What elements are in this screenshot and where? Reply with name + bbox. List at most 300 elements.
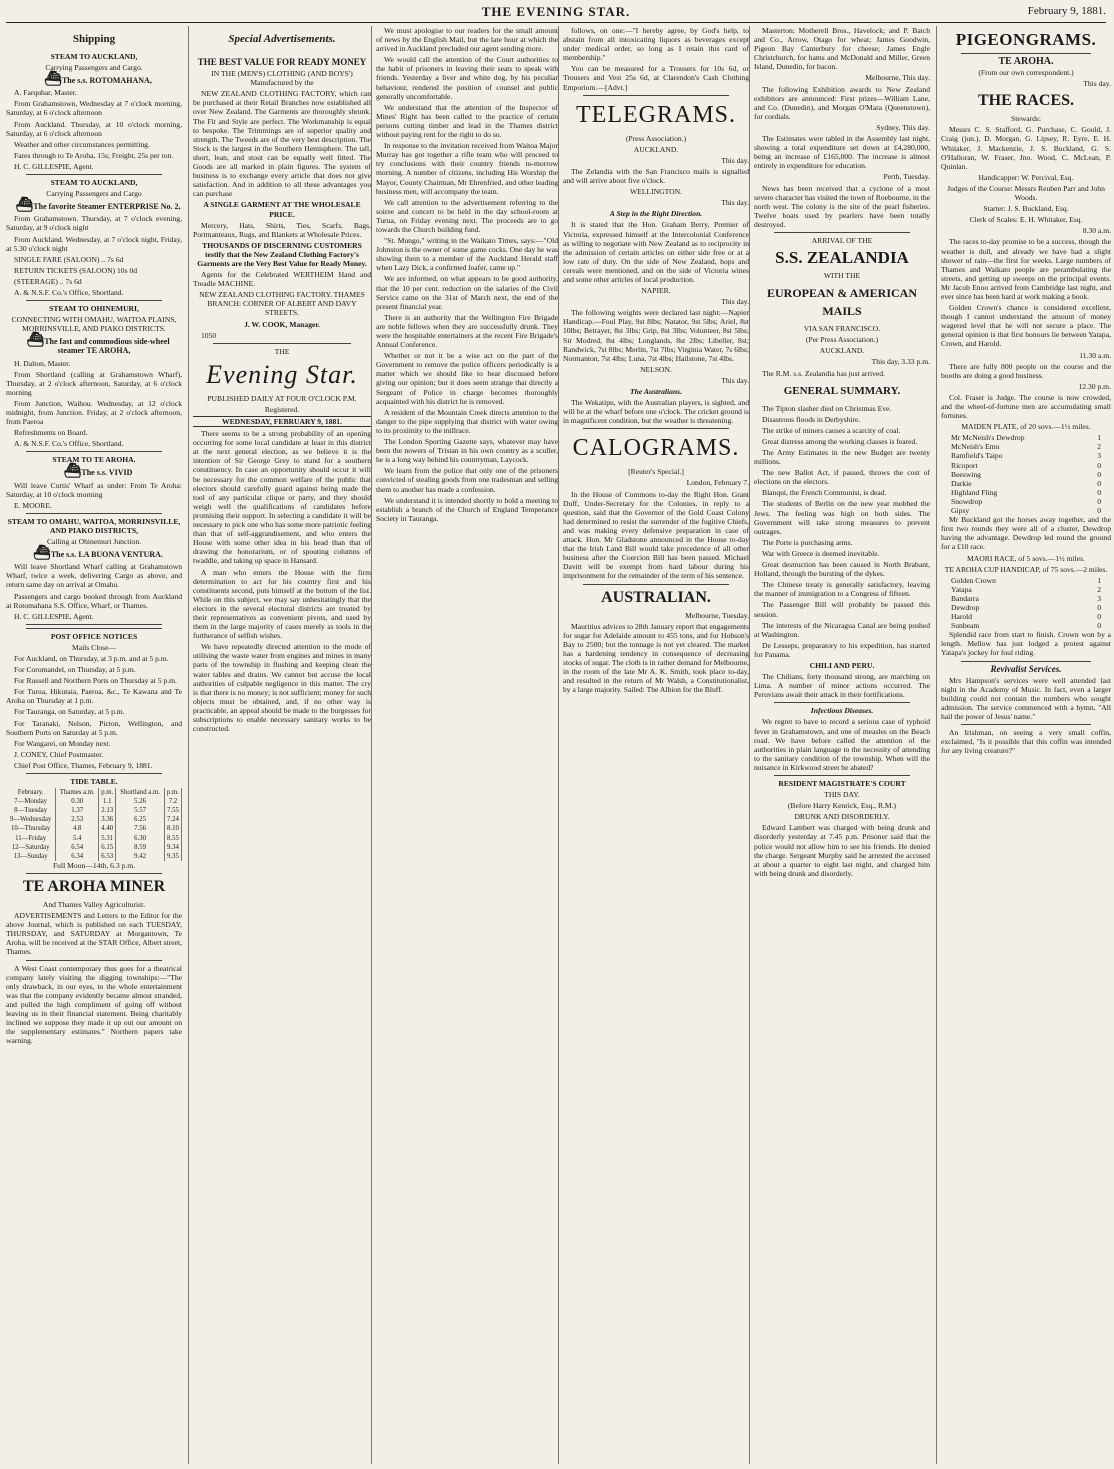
ship-ad-title: STEAM TO AUCKLAND, [50, 178, 138, 188]
ship-ad-vessel [6, 198, 182, 214]
ship-ad-line: From Auckland. Thursday, at 10 o'clock morning, Saturday, at 6 o'clock afternoon [6, 119, 182, 138]
summary-item: The strike of miners causes a scarcity of coal. [762, 425, 901, 435]
placing: 0 [1097, 612, 1101, 622]
ship-ad-title: STEAM TO AUCKLAND, [50, 52, 138, 61]
time-stamp: 8.30 a.m. [1082, 226, 1111, 236]
rm-court-day: THIS DAY. [824, 790, 860, 800]
post-office-line: For Tauranga, on Saturday, at 5 p.m. [14, 707, 125, 717]
placing: 3 [1097, 593, 1101, 603]
calograms-place: London, February 7. [686, 478, 749, 488]
maori-race-heading: MAORI RACE, of 5 sovs.—1½ miles. [967, 553, 1085, 563]
divider [26, 513, 162, 514]
melbourne-text: The following Exhibition awards to New Zealand exhibitors are announced: First prizes—William Lane, and Co. (Dunedin), and Morgan O'Mara (Queenstown), for cordials. [754, 84, 930, 121]
telegram-sections [563, 145, 749, 426]
time-stamp: 12.30 p.m. [1078, 381, 1111, 391]
top-text: Masterton; Motherell Bros., Havelock; and P. Batch and Co., Arrow, Otago for wheat; James Goodwin, Pigeon Bay Canterbury for cheese; James Engle Christchurch, for hams and McDonald and Miller, Green Island, Dunedin, for bacon. [754, 26, 930, 72]
news-paragraph: We call attention to the advertisement referring to the soiree and concert to be held in the day school-room at Turua, on Friday evening next. The proceeds are to go towards the Church building fund. [376, 197, 558, 234]
ship-ad-sub: CONNECTING WITH OMAHU, WAITOA PLAINS, MORRINSVILLE, AND PIAKO DISTRICTS. [11, 315, 177, 334]
news-paragraph: We understand that the attention of the Inspector of Mines' Right has been called to the practice of certain persons cutting timber and lead in the Thames district without paying rent for the right to do so. [376, 102, 558, 140]
editorial-paragraph: We have repeatedly directed attention to the mode of utilising the waste water from engines and mines in many parts of the township in flushing and keeping clean the water tables and drains. We cannot but accuse the local authorities of culpable negligence in this matter. The cry is that there is no money; is not sufficient; money for such objects must be obtained, and, if no other way is practicable, an appeal should be made to the burgesses for subscriptions to enable necessary sanitary works to be constructed. [193, 642, 371, 734]
arrival-label: ARRIVAL OF THE [811, 235, 873, 245]
cup-heading: TE AROHA CUP HANDICAP, of 75 sovs.—2 miles. [944, 564, 1108, 574]
miner-title: TE AROHA MINER [22, 877, 166, 895]
tide-cell: 10—Thursday [6, 824, 56, 833]
press-association: (Per Press Association.) [805, 335, 879, 345]
telegram-text: The Wekatipu, with the Australian players, is sighted, and will be at the wharf before one o'clock. The cricket ground is in magnificent condition, but the weather is threatening. [563, 398, 749, 426]
race-result-row [941, 470, 1111, 479]
tide-header-cell: Thames a.m. [56, 788, 99, 797]
stewards-heading: Stewards: [1011, 114, 1041, 124]
ship-ad-line: E. MOORE. [14, 500, 52, 510]
horse-name: Ricoport [951, 460, 978, 470]
tide-cell: 9.42 [116, 852, 165, 861]
telegram-time: This day. [721, 375, 749, 385]
post-office-line: For Auckland, on Thursday, at 3 p.m. and at 5 p.m. [14, 653, 169, 663]
summary-item: The Passenger Bill will probably be passed this session. [754, 600, 930, 619]
tide-cell: 6.53 [99, 852, 116, 861]
post-office-line: For Taranaki, Nelson, Picton, Wellington, and Southern Ports on Saturday at 5 p.m. [6, 718, 182, 737]
star-the: THE [274, 346, 290, 356]
perth-dateline: Perth, Tuesday. [883, 172, 930, 182]
ship-ad-line: (STEERAGE) .. 7s 6d [14, 276, 82, 286]
shipping-ads [6, 52, 182, 625]
ship-ad-sub: Carrying Passengers and Cargo [46, 189, 142, 199]
maiden-plate-results [941, 433, 1111, 515]
ad-body: NEW ZEALAND CLOTHING FACTORY, which can be purchased at their Retail Branches now established all over New Zealand. The Garments are thoroughly shrunk. The Fit and Style are perfect. The Workmanship is equal to bespoke. The Trimmings are of superior quality and strength. The Tweeds are of the very best description. The Stock is the largest in the Southern Hemisphere. The tall, short, lean, and stout can be equally well fitted. The Goods are all marked in plain figures. The system of business is to exchange every article that does not give satisfaction. And in addition to all these advantages you can purchase [193, 89, 371, 199]
horse-name: Dewdrop [951, 602, 980, 612]
news-paragraph: A resident of the Mountain Creek directs attention to the danger to the pipe supplying that district with water owing to its proximity to the millrace. [376, 407, 558, 435]
pigeongrams-title: PIGEONGRAMS. [955, 30, 1097, 49]
post-office-line: For Wangarei, on Monday next. [14, 738, 111, 748]
ship-ad-line: A. Farquhar, Master. [14, 88, 77, 98]
ship-ad-line: H. Dalton, Master. [14, 358, 71, 368]
ship-ad-line: Refreshments on Board. [14, 428, 88, 438]
telegram-text: It is stated that the Hon. Graham Berry, Premier of Victoria, expressed himself at the Intercolonial Conference as willing to negotiate with New Zealand as to reciprocity in the admission of certain articles on either side free or at a low rate of duty. On the side of New Zealand, hops and cereals were mentioned, and on the side of Victoria wines and some other articles of local production. [563, 220, 749, 284]
placing: 0 [1097, 496, 1101, 506]
ship-ad-title: STEAM TO TE AROHA. [52, 455, 136, 465]
placing: 0 [1097, 506, 1101, 516]
column-local-news [371, 26, 562, 1464]
infectious-diseases-heading: Infectious Diseases. [810, 706, 874, 716]
starter: Starter: J. S. Buckland, Esq. [983, 204, 1069, 214]
tide-cell: 4.40 [99, 824, 116, 833]
news-paragraph: We learn from the police that only one of the prisoners convicted of stealing goods from one tradesman and selling them to another has made a confession. [376, 466, 558, 494]
divider [583, 95, 729, 96]
race-result-row [941, 479, 1111, 488]
vessel-name: The s.s. LA BUONA VENTURA. [50, 550, 163, 560]
telegrams-title: TELEGRAMS. [576, 101, 736, 128]
horse-name: Ramfield's Taipo [951, 451, 1003, 461]
post-office-line: For Turua, Hikutaia, Paeroa, &c., Te Kawana and Te Aroha on Thursday at 1 p.m. [6, 687, 182, 706]
summary-item: De Lesseps, preparatory to his expedition, has started for Panama. [754, 640, 930, 659]
rm-court-case: DRUNK AND DISORDERLY. [794, 812, 890, 822]
via-san-francisco: VIA SAN FRANCISCO. [803, 324, 881, 334]
summary-item: The Chinese treaty is generally satisfactory, leaving the manner of immigration to a Congress of fifteen. [754, 580, 930, 599]
tide-cell: 5.4 [56, 834, 99, 843]
tide-header-cell: Shortland a.m. [116, 788, 165, 797]
placing: 0 [1097, 478, 1101, 488]
pigeongrams-from: (From our own correspondent.) [978, 68, 1074, 78]
telegram-place: AUCKLAND. [633, 144, 679, 154]
race-result-row [941, 621, 1111, 630]
issue-date: February 9, 1881. [1027, 5, 1106, 17]
ad-single-garment: A SINGLE GARMENT AT THE WHOLESALE PRICE. [203, 200, 361, 219]
tide-cell: 6.54 [56, 843, 99, 852]
cup-results [941, 576, 1111, 631]
summary-item: The Tipton slasher died on Christmas Eve. [762, 403, 892, 413]
general-summary-items [754, 404, 930, 659]
divider [26, 451, 162, 452]
telegram-text: The Zelandia with the San Francisco mails is signalled and will arrive about five o'clock. [563, 166, 749, 186]
summary-item: War with Greece is deemed inevitable. [762, 548, 880, 558]
steamship-icon: ⛴ [44, 72, 62, 88]
pigeongrams-place: TE AROHA. [998, 56, 1054, 67]
ship-ad-line: From Grahamstown. Thursday, at 7 o'clock evening, Saturday, at 9 o'clock night [6, 214, 182, 233]
race-result-row [941, 506, 1111, 515]
ship-ad-line: Fares through to Te Aroha, 15s; Freight, 25s per ton. [14, 150, 174, 160]
placing: 2 [1097, 442, 1101, 452]
infectious-diseases-text: We regret to have to record a serious case of typhoid fever in Grahamstown, and one of measles on the Beach road. We have before called the attention of the authorities in plain language to the necessity of attending to the sanitary condition of the township. When will the nuisance in Kirkwood street be abated? [754, 717, 930, 772]
ship-ad-line: Weather and other circumstances permitting. [14, 139, 150, 149]
australian-title: AUSTRALIAN. [601, 588, 711, 606]
general-summary-title: GENERAL SUMMARY. [783, 384, 901, 397]
rm-court-heading: RESIDENT MAGISTRATE'S COURT [778, 779, 906, 788]
races-paragraph: The races to-day promise to be a success, though the weather is dull, and already we have had a slight shower of rain—the first for weeks. Large numbers of Thames and Waikato people are perambulating the streets, and getting up sweeps on the principal events. Mr Jacob Enoo arrived from Cambridge last night, and ever since has been hard at work making a book. [941, 237, 1111, 301]
horse-name: Gipsy [951, 506, 970, 516]
race-result-row [941, 451, 1111, 460]
news-paragraph: We are informed, on what appears to be good authority, that the 10 per cent. reduction on the salaries of the Civil Service came on the 31st of March next, the end of the present financial year. [376, 274, 558, 311]
post-office-line: For Coromandel, on Thursday, at 5 p.m. [14, 665, 136, 675]
editorial [193, 429, 371, 733]
horse-name: Snowdrop [951, 496, 983, 506]
news-paragraph: We understand it is intended shortly to hold a meeting to establish a branch of the Church of England Temperance Society in Tauranga. [376, 495, 558, 523]
post-office-lines [6, 654, 182, 770]
ship-ad-line: H. C. GILLESPIE, Agent. [14, 161, 94, 171]
steamship-icon: ⛴ [33, 546, 51, 562]
race-result-row [941, 488, 1111, 497]
ship-ad-line: SINGLE FARE (SALOON) .. 7s 6d [14, 254, 124, 264]
races-paragraph: Splendid race from start to finish. Crown won by a length. Mellow has just lodged a protest against Yatapa's jockey for foul riding. [941, 630, 1111, 658]
telegram-time: This day. [721, 297, 749, 307]
tide-cell: 3.36 [99, 815, 116, 824]
tide-cell: 5.26 [116, 797, 165, 806]
tide-cell: 1.1 [99, 797, 116, 806]
race-result-row [941, 442, 1111, 451]
tide-cell: 7.24 [164, 815, 181, 824]
tide-cell: 4.8 [56, 824, 99, 833]
races-paragraph: Golden Crown's chance is considered excellent, though I cannot understand the amount of money wagered level that he will not secure a place. The general opinion is that first honours lie between Yatapa, Crown, and Harold. [941, 303, 1111, 349]
with-the: WITH THE [823, 271, 861, 281]
news-paragraph: In response to the invitation received from Waitoa Major Murray has got together a rifle team who will proceed to try conclusions with their country friends to-morrow morning. A number of citizens, including His Worship the Mayor, County Chairman, Mr Ehrenfried, and other leading business men, will accompany the team. [376, 141, 558, 196]
auckland-time: This day, 3.33 p.m. [871, 357, 930, 367]
telegram-subhead: A Step in the Right Direction. [609, 209, 703, 219]
revivalist-heading: Revivalist Services. [990, 663, 1062, 674]
divider [961, 724, 1091, 725]
divider [774, 232, 910, 233]
pigeongrams-day: This day. [1083, 79, 1111, 89]
news-paragraph: There is an authority that the Wellington Fire Brigade are noble fellows when they are successfully drunk. They were the hospitable entertainers at the recent Fire Brigade's Annual Conference. [376, 312, 558, 350]
calograms-sub: [Reuter's Special.] [628, 467, 684, 477]
mails-title: EUROPEAN & AMERICAN MAILS [767, 286, 917, 319]
tide-header-cell: p.m. [99, 788, 116, 797]
ship-ad-line: A. & N.S.F. Co.'s Office, Shortland. [14, 439, 124, 449]
judges: Judges of the Course: Messrs Reuben Parr and John Woods. [947, 183, 1105, 203]
ad-mercery: Mercery, Hats, Shirts, Ties, Scarfs, Bags, Portmanteaux, Rugs, and Blankets at Wholesale Prices. [193, 220, 371, 239]
placing: 0 [1097, 602, 1101, 612]
tide-table [6, 788, 182, 861]
horse-name: McNeish's Emu [951, 442, 1000, 452]
summary-item: The students of Berlin on the new year mobbed the Jews. The feeling was high on both sides. The Government will take strong measures to prevent outrages. [754, 499, 930, 536]
divider [26, 773, 162, 774]
divider [774, 702, 910, 703]
ship-ad-line: A. & N.S.F. Co.'s Office, Shortland. [14, 287, 124, 297]
tide-cell: 1.37 [56, 806, 99, 815]
ad-agents: Agents for the Celebrated WERTHEIM Hand and Treadle MACHINE. [193, 270, 371, 289]
ship-ad-vessel [6, 546, 182, 562]
west-coast-paragraph: A West Coast contemporary thus goes for a theatrical company lately visiting the digging townships:—"The only drawback, in our eyes, to the whole entertainment was that the company evidently became almost stranded, and pulled the high compliment of going off without leaving us in their financial statement. Being charitably inclined we suppose they made it up out our amount on the supplementary estimates." Northern papers take warning. [6, 963, 182, 1046]
vessel-name: The favorite Steamer ENTERPRISE No. 2, [33, 202, 181, 212]
race-result-row [941, 576, 1111, 585]
column-telegrams [558, 26, 753, 1464]
column-top-paragraphs [563, 26, 749, 92]
ship-ad-line: RETURN TICKETS (SALOON) 10s 0d [14, 265, 138, 275]
placing: 3 [1097, 451, 1101, 461]
masthead [6, 4, 1106, 23]
melbourne-dateline: Melbourne, This day. [865, 73, 930, 83]
tide-cell: 9.34 [164, 843, 181, 852]
ship-ad-line: From Auckland. Wednesday, at 7 o'clock night, Friday, at 5.30 o'clock night [6, 234, 182, 253]
sydney-dateline: Sydney, This day. [876, 122, 930, 132]
handicapper: Handicapper: W. Percival, Esq. [978, 172, 1074, 182]
tide-cell: 11—Friday [6, 834, 56, 843]
tide-cell: 9—Wednesday [6, 815, 56, 824]
ship-ad-title: STEAM TO OMAHU, WAITOA, MORRINSVILLE, AND PIAKO DISTRICTS, [7, 516, 181, 535]
races-paragraph: Col. Fraser is Judge. The course is now crowded, and the wheel-of-fortune men are accumulating small fortunes. [941, 392, 1111, 421]
section-heading-special-ads: Special Advertisements. [228, 33, 336, 45]
tide-cell: 6.25 [116, 815, 165, 824]
tide-header-cell: February. [6, 788, 56, 797]
revivalist-text: Mrs Hampson's services were well attended last night in the Academy of Music. In fact, even a larger building could not contain the numbers who sought admission. The service commenced with a hymn, "All hail the power of Jesus' name." [941, 675, 1111, 721]
shipping-ad [6, 52, 182, 175]
tide-cell: 8.55 [164, 834, 181, 843]
divider [961, 53, 1091, 54]
column-mails [749, 26, 934, 1464]
ship-ad-line: From Shortland (calling at Grahamstown Wharf), Thursday, at 2 o'clock afternoon, Saturday, at 6 o'clock morning [6, 369, 182, 397]
telegram-place: NELSON. [640, 364, 672, 374]
tide-cell: 6.34 [56, 852, 99, 861]
divider [26, 873, 162, 874]
horse-name: Darkie [951, 478, 972, 488]
telegram-time: This day. [721, 198, 749, 208]
ad-subtitle: IN THE (MEN'S) CLOTHING (AND BOYS') Manufactured by the [211, 69, 353, 88]
ship-ad-line: From Junction, Waihou. Wednesday, at 12 o'clock midnight, from Junction. Friday, at 2 o'clock afternoon, from Paeroa [6, 398, 182, 427]
chili-peru-heading: CHILI AND PERU. [809, 660, 875, 670]
race-result-row [941, 594, 1111, 603]
auckland-heading: AUCKLAND. [819, 346, 865, 356]
horse-name: Highland Fling [951, 487, 998, 497]
vessel-name: The s.s. ROTOMAHANA, [61, 76, 152, 86]
edition-date: WEDNESDAY, FEBRUARY 9, 1881. [193, 416, 371, 427]
divider [774, 775, 910, 776]
tide-cell: 2.13 [99, 806, 116, 815]
race-result-row [941, 585, 1111, 594]
ship-ad-line: From Grahamstown, Wednesday at 7 o'clock morning, Saturday, at 6 o'clock afternoon [6, 99, 182, 118]
auckland-text: The R.M. s.s. Zealandia has just arrived. [762, 368, 885, 378]
rm-court-text: Edward Lambert was charged with being drunk and disorderly yesterday at 7.45 p.m. Prisoner said that the police would not allow him to see his friends. He denied the charge. Sergeant Murphy said he arrested the accused at about a quarter to eight last night, and charged him with being drunk and disorderly. [754, 823, 930, 878]
ship-ad-sub: Carrying Passengers and Cargo. [45, 63, 143, 73]
ad-manager: J. W. COOK, Manager. [244, 319, 320, 329]
news-paragraph: Whether or not it be a wise act on the part of the Government to remove the police officers periodically is a matter which we should like to hear discussed before giving our opinion; but it does seem strange that directly a Sergeant of Police in charge becomes thoroughly acquainted with his district he is removed. [376, 351, 558, 406]
table-row [6, 806, 182, 815]
news-paragraph: The London Sporting Gazette says, whatever may have been the nowers of Tristan in his own country as a sculler, he is a long way behind his countryman, Laycock. [376, 437, 558, 465]
placing: 1 [1097, 433, 1101, 443]
zealandia-title: S.S. ZEALANDIA [775, 248, 909, 268]
table-row [6, 797, 182, 806]
tide-cell: 2.53 [56, 815, 99, 824]
ship-ad-vessel [6, 72, 182, 88]
table-row [6, 815, 182, 824]
table-row [6, 852, 182, 861]
tide-cell: 8.59 [116, 843, 165, 852]
post-office-title: POST OFFICE NOTICES [50, 631, 138, 641]
divider [961, 661, 1091, 662]
table-row [6, 834, 182, 843]
ship-ad-line: Will leave Curtis' Wharf as under: From Te Aroha: Saturday, at 10 o'clock morning [6, 480, 182, 499]
telegram-subhead: The Australians. [629, 387, 683, 396]
placing: 0 [1097, 621, 1101, 631]
tide-cell: 5.31 [99, 834, 116, 843]
tide-cell: 7.55 [164, 806, 181, 815]
steamship-icon: ⛴ [26, 333, 45, 349]
ship-ad-line: Passengers and cargo booked through from Auckland at Rotomahana S.S. Office, Wharf, or Thames. [6, 591, 182, 610]
editorial-paragraph: A man who enters the House with the firm determination to act for his country first and his constituents second, puts himself at the bottom of the list. While on this subject, we may say unhesitatingly that the electors in the several electoral districts are treated by their representatives as convenient pivots, and used by them in the large majority of cases merely as tools in the furtherance of selfish wishes. [193, 567, 371, 641]
divider [26, 628, 162, 629]
vessel-name: The fast and commodious side-wheel steamer TE AROHA, [44, 337, 170, 356]
post-office-line: For Russell and Northern Ports on Thursday at 5 p.m. [14, 676, 177, 686]
divider [583, 428, 729, 429]
races-title: THE RACES. [977, 92, 1075, 110]
calograms-title: CALOGRAMS. [572, 435, 740, 462]
race-result-row [941, 433, 1111, 442]
tide-cell: 7—Monday [6, 797, 56, 806]
news-paragraph: follows, on one:—"I hereby agree, by God's help, to abstain from all intoxicating liquors as beverages except under medical order, so long as I retain this card of membership." [563, 26, 749, 63]
tide-cell: 12—Saturday [6, 843, 56, 852]
news-paragraph: You can be measured for a Trousers for 10s 6d, or Trousers and Vest 25s 6d, at Clarendon's Cash Clothing Emporium.—[Advt.] [563, 64, 749, 92]
section-heading-shipping: Shipping [72, 33, 116, 45]
horse-name: Sunbeam [951, 621, 980, 631]
ship-ad-vessel [6, 464, 182, 480]
rm-court-before: (Before Harry Kenrick, Esq., R.M.) [787, 801, 897, 811]
race-result-row [941, 461, 1111, 470]
horse-name: Beeswing [951, 469, 981, 479]
news-paragraph: We would call the attention of the Court authorities to the habit of prisoners in leaving their seats to speak with friends. Yesterday a liver and white dog, by his peculiar behaviour, rendered the position of counsel and public generally uncomfortable. [376, 55, 558, 101]
local-news-paragraphs [376, 26, 558, 523]
tide-footnote: Full Moon—14th, 6.3 p.m. [52, 860, 136, 870]
placing: 0 [1097, 487, 1101, 497]
perth-text: News has been received that a cyclone of a most severe character has visited the town of Roebourne, in the north west. The colony is the site of the pearl fisheries. Twelve boats used by pearlers have been totally destroyed. [754, 183, 930, 229]
summary-item: The interests of the Nicaragua Canal are being pushed at Washington. [754, 620, 930, 639]
summary-item: Disastrous floods in Derbyshire. [762, 414, 861, 424]
horse-name: Bandarra [951, 593, 979, 603]
placing: 2 [1097, 584, 1101, 594]
ship-ad-sub: Calling at Ohinemuri Junction. [46, 537, 142, 547]
news-paragraph: "St. Mungo," writing in the Waikato Times, says:—"Old Johnston is the owner of some game cocks. One day he was showing them to a member of the Auckland Herald staff when Lazy Dick, a confirmed loafer, came up." [376, 236, 558, 273]
summary-item: Great distress among the working classes is feared. [762, 436, 918, 446]
horse-name: Harold [951, 612, 973, 622]
miner-text: ADVERTISEMENTS and Letters to the Editor for the above Journal, which is published on each TUESDAY, THURSDAY, and SATURDAY at Morgantown, Te Aroha, will be received at the STAR Office, Albert street, Thames. [6, 911, 182, 957]
placing: 0 [1097, 460, 1101, 470]
races-paragraph: There are fully 800 people on the course and the booths are doing a good business. [941, 361, 1111, 380]
tide-header-cell: p.m. [164, 788, 181, 797]
horse-name: Mr McNeish's Dewdrop [951, 433, 1025, 443]
shipping-ad [6, 455, 182, 513]
divider [26, 174, 162, 175]
tide-cell: 8—Tuesday [6, 806, 56, 815]
sydney-text: The Estimates were tabled in the Assembly last night, showing a total expenditure set down at £4,280,000, being an increase of £165,000. The increase is almost entirely in expenditure for education. [754, 134, 930, 171]
tide-cell: 7.56 [116, 824, 165, 833]
irishman-paragraph: An Irishman, on seeing a very small coffin, exclaimed, "Is it possible that this coffin was intended for any living creature?" [941, 728, 1111, 756]
vessel-name: The s.s. VIVID [81, 468, 133, 478]
column-shipping [6, 26, 186, 1464]
ship-ad-vessel [6, 333, 182, 356]
table-row [6, 843, 182, 852]
post-office-line: J. CONEY, Chief Postmaster. [14, 749, 104, 759]
steamship-icon: ⛴ [15, 198, 34, 214]
calograms-text: In the House of Commons to-day the Right Hon. Grant Duff, Under-Secretary for the Colonies, in reply to a question, said that the Governor of the Gold Coast Colony had determined to resist the surrender of the fugitive Chiefs, and was making every defensive preparation in case of attack. Hon. Mr Gladstone announced in the House to-day that the Irish Land Bill would take precedence of all other business after the Coercion Bill has been passed. Michael Davitt will be exempt from hard labour during his imprisonment for the remainder of the term of his sentence. [563, 489, 749, 581]
summary-item: The Porte is purchasing arms. [762, 537, 853, 547]
ship-ad-line: H. C. GILLESPIE, Agent. [14, 611, 94, 621]
divider [583, 584, 729, 585]
shipping-ad [6, 304, 182, 452]
maiden-plate-heading: MAIDEN PLATE, of 20 sovs.—1½ miles. [961, 422, 1091, 432]
newspaper-title: THE EVENING STAR. [481, 4, 631, 19]
tide-cell: 9.35 [164, 852, 181, 861]
telegram-text: The following weights were declared last night:—Napier Handicap.—Foul Play, 9st 8lbs; Natator, 9st 5lbs; Ariel, 8st 10lbs; Betrayer, 8st 3lbs; Grip, 8st 3lbs; Volunteer, 8st 5lbs; Sir Modred, 8st 4lbs; Longlands, 8st 2lbs; Libeller, 8st; Randwick, 7st 8lbs; Merlin, 7st 7lbs; Virginia Water, 7s 6lbs; Normanton, 7st 4lbs; Luna, 7st 4lbs; Hailstone, 7st 4lbs. [563, 308, 749, 363]
race-result-row [941, 497, 1111, 506]
table-row [6, 824, 182, 833]
australian-place: Melbourne, Tuesday. [685, 610, 749, 620]
summary-item: The Army Estimates in the new Budget are twenty millions. [754, 448, 930, 467]
telegram-place: NAPIER. [641, 286, 671, 296]
summary-item: Great destruction has been caused in North Brabant, Holland, through the bursting of the dykes. [754, 560, 930, 579]
tide-cell: 0.30 [56, 797, 99, 806]
tide-cell: 13—Sunday [6, 852, 56, 861]
star-registered: Registered. [264, 404, 300, 414]
divider [26, 624, 162, 625]
divider [213, 343, 351, 344]
column-pigeongrams [936, 26, 1111, 1464]
editorial-paragraph: There seems to be a strong probability of an opening occurring for some local candidate at least in this district at the next general election, as we believe it is the intention of Sir George Grey to stand for a southern constituency. In case an opportunity should occur it will be necessary for the common welfare of the public that electors should carefully guard against being made the tool of any particular clique or party, and they should weigh well the qualifications of candidates before promising their support. In selecting a candidate it will be necessary to pick one who has some more patriotic feeling than that of self-aggrandisement, and who enters the House with some other idea in his head than that of drawing the honorarium, or of spouting columns of twaddle, and taking up space in Hansard. [193, 429, 371, 566]
placing: 1 [1097, 575, 1101, 585]
tide-cell: 8.10 [164, 824, 181, 833]
steamship-icon: ⛴ [63, 464, 82, 480]
australian-text: Mauritius advices to 28th January report that engagements for sugar for Adelaide amount to 455 tons, and for Hobson's Bay to 2500; but the tonnage is not yet cleared. The market has a hardening tendency in consequence of decreasing stocks of sugar. The cloth is in rather demand for Melbourne, in the room of the late Mr A. K. Smith, took place to-day, and resulted in the return of Mr Walsh, a Constitutionalist, by a large majority. Sailed: The Albion for the Bluff. [563, 621, 749, 695]
tide-cell: 5.57 [116, 806, 165, 815]
stewards-list: Messrs C. S. Stafford, G. Purchase, C. Gould, J. Craig (jun.), D. Morgan, G. Lipsey, R. Eyre, E. H. Whitaker, J. Mackenzie, J. S. Buckland, G. S. O'Halloran, W. Fraser, Jno. Wood, C. McLean, P. Quinlan. [941, 125, 1111, 171]
press-association: (Press Association.) [625, 133, 687, 143]
chili-peru-text: The Chilians, forty thousand strong, are marching on Lima. A number of minor actions occurred. The Peruvians await their attack in their fortifications. [754, 672, 930, 700]
ship-ad-title: STEAM TO OHINEMURI, [49, 304, 139, 314]
column-advertisements [188, 26, 375, 1464]
clerk-of-scales: Clerk of Scales: E. H. Whitaker, Esq. [969, 215, 1083, 225]
ship-ad-line: Will leave Shortland Wharf calling at Grahamstown Wharf, twice a week, delivering Cargo as above, and return same day on arrival at Omahu. [6, 562, 182, 590]
shipping-ad [6, 178, 182, 301]
placing: 0 [1097, 469, 1101, 479]
tide-table-header [6, 788, 182, 797]
star-published: PUBLISHED DAILY AT FOUR O'CLOCK P.M. [207, 393, 357, 403]
post-office-sub: Mails Close— [71, 642, 117, 652]
telegram-time: This day. [721, 155, 749, 165]
